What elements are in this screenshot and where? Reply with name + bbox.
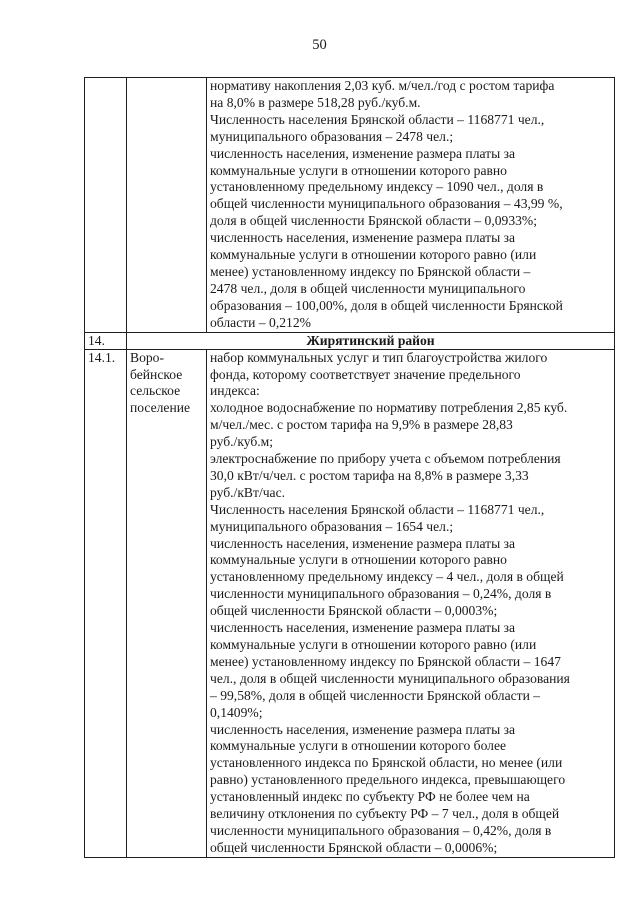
text-line: численности муниципального образования – 0,24%, доля в <box>210 586 552 602</box>
district-row <box>85 332 615 349</box>
text-line: 0,1409%; <box>210 704 263 720</box>
text-line: электроснабжение по прибору учета с объемом потребления <box>210 451 561 467</box>
text-line: доля в общей численности Брянской области – 0,0933%; <box>210 213 538 229</box>
district-title-cell <box>127 332 615 349</box>
text-line: образования – 100,00%, доля в общей численности Брянской <box>210 297 563 313</box>
text-line: коммунальные услуги в отношении которого равно (или <box>210 247 537 263</box>
text-line: области – 0,212% <box>210 314 311 330</box>
text-line: установленного индекса по Брянской области, но менее (или <box>210 755 563 771</box>
text-line: Численность населения Брянской области – 1168771 чел., <box>210 111 545 127</box>
continuation-name-cell <box>127 78 207 333</box>
text-line: индекса: <box>210 383 260 399</box>
text-line: численность населения, изменение размера платы за <box>210 230 516 246</box>
text-line: муниципального образования – 1654 чел.; <box>210 518 454 534</box>
settlement-number: 14.1. <box>85 349 127 857</box>
text-line: м/чел./мес. с ростом тарифа на 9,9% в размере 28,83 <box>210 417 513 433</box>
text-line: коммунальные услуги в отношении которого равно <box>210 162 507 178</box>
settlement-text-cell <box>207 349 615 857</box>
text-line: руб./куб.м; <box>210 434 274 450</box>
text-line: численность населения, изменение размера платы за <box>210 721 516 737</box>
text-line: менее) установленному индексу по Брянской области – <box>210 263 531 279</box>
text-line: коммунальные услуги в отношении которого равно <box>210 552 507 568</box>
text-line: фонда, которому соответствует значение предельного <box>210 366 521 382</box>
text-line: общей численности Брянской области – 0,0006%; <box>210 839 498 855</box>
continuation-text-cell <box>207 78 615 333</box>
text-line: численность населения, изменение размера платы за <box>210 535 516 551</box>
settlement-row <box>85 349 615 857</box>
text-line: величину отклонения по субъекту РФ – 7 чел., доля в общей <box>210 806 560 822</box>
text-line: установленному предельному индексу – 4 чел., доля в общей <box>210 569 564 585</box>
text-line: руб./кВт/час. <box>210 484 286 500</box>
settlement-name-cell <box>127 349 207 857</box>
page-number: 50 <box>312 37 327 53</box>
text-line: численность населения, изменение размера платы за <box>210 620 516 636</box>
text-line: численность населения, изменение размера платы за <box>210 145 516 161</box>
settlement-name-line: сельское <box>130 383 181 399</box>
text-line: нормативу накопления 2,03 куб. м/чел./год с ростом тарифа <box>210 78 555 93</box>
text-line: равно) установленного предельного индекса, превышающего <box>210 772 566 788</box>
text-line: коммунальные услуги в отношении которого равно (или <box>210 637 537 652</box>
district-number: 14. <box>85 332 127 349</box>
settlement-name-line: бейнское <box>130 366 183 382</box>
text-line: муниципального образования – 2478 чел.; <box>210 128 454 144</box>
text-line: Численность населения Брянской области – 1168771 чел., <box>210 501 545 517</box>
text-line: установленный индекс по субъекту РФ не более чем на <box>210 789 530 805</box>
text-line: коммунальные услуги в отношении которого более <box>210 738 507 754</box>
text-line: набор коммунальных услуг и тип благоустройства жилого <box>210 349 548 365</box>
text-line: на 8,0% в размере 518,28 руб./куб.м. <box>210 94 421 110</box>
document-table <box>84 77 615 858</box>
text-line: чел., доля в общей численности муниципального образования <box>210 670 570 686</box>
text-line: общей численности муниципального образования – 43,99 %, <box>210 196 563 212</box>
text-line: менее) установленному индексу по Брянской области – 1647 <box>210 653 561 669</box>
text-line: установленному предельному индексу – 1090 чел., доля в <box>210 179 544 195</box>
text-line: холодное водоснабжение по нормативу потребления 2,85 куб. <box>210 400 568 416</box>
continuation-row <box>85 78 615 333</box>
continuation-number-cell <box>85 78 127 333</box>
text-line: 2478 чел., доля в общей численности муниципального <box>210 280 526 296</box>
settlement-name-line: поселение <box>130 400 191 416</box>
settlement-name-line: Воро- <box>130 349 164 365</box>
text-line: 30,0 кВт/ч/чел. с ростом тарифа на 8,8% в размере 3,33 <box>210 467 529 483</box>
text-line: общей численности Брянской области – 0,0003%; <box>210 603 498 619</box>
text-line: – 99,58%, доля в общей численности Брянской области – <box>210 687 541 703</box>
text-line: численности муниципального образования – 0,42%, доля в <box>210 822 552 838</box>
district-title: Жирятинский район <box>306 332 435 348</box>
